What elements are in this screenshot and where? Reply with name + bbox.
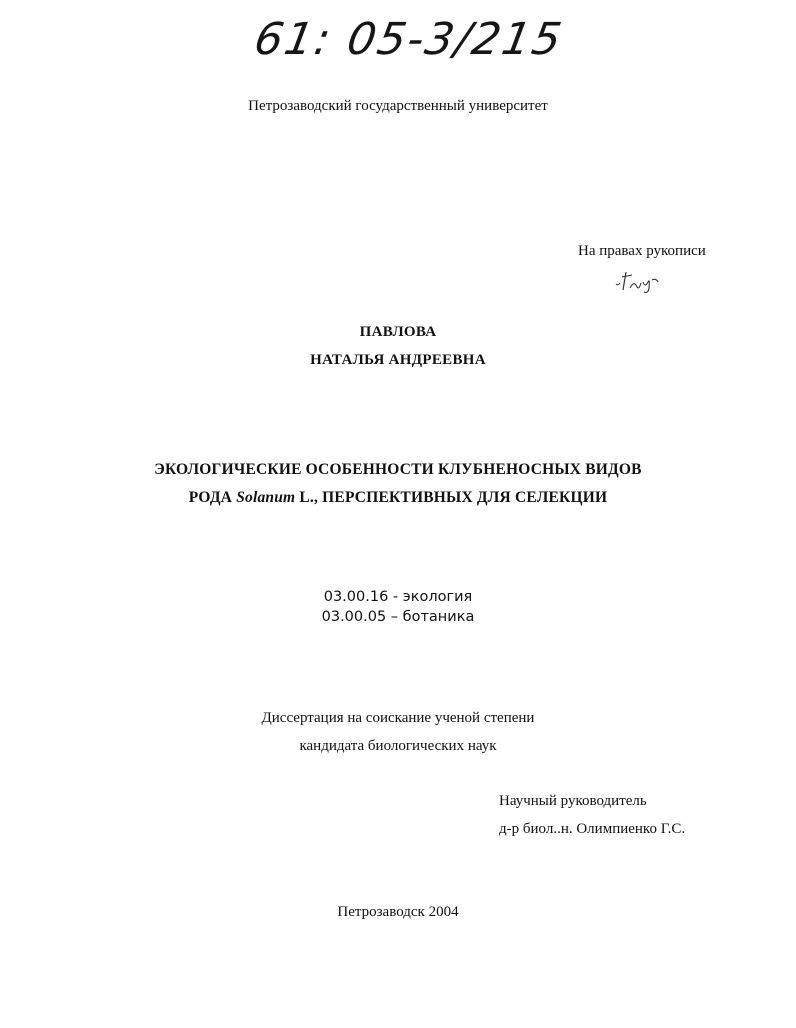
author-surname: ПАВЛОВА xyxy=(359,324,437,340)
signature xyxy=(614,268,664,299)
title-line-2-suffix: L., ПЕРСПЕКТИВНЫХ ДЛЯ СЕЛЕКЦИИ xyxy=(295,489,608,506)
title-genus: Solanum xyxy=(236,489,296,506)
signature-scribble-icon xyxy=(614,268,664,294)
handwritten-catalog-code xyxy=(251,14,567,65)
city-year: Петрозаводск 2004 xyxy=(337,904,459,920)
supervisor-name: д-р биол..н. Олимпиенко Г.С. xyxy=(499,821,686,837)
rights-note: На правах рукописи xyxy=(578,243,706,259)
title-line-2-prefix: РОДА xyxy=(188,489,237,506)
specialty-ecology: 03.00.16 - экология xyxy=(323,589,473,605)
dissertation-degree-line-1: Диссертация на соискание ученой степени xyxy=(261,710,535,726)
dissertation-title-line-1: ЭКОЛОГИЧЕСКИЕ ОСОБЕННОСТИ КЛУБНЕНОСНЫХ ВИДОВ xyxy=(154,461,642,478)
dissertation-degree-line-2: кандидата биологических наук xyxy=(299,738,497,754)
handwritten-code-text: 61: 05-3/215 xyxy=(250,14,567,65)
author-first-names: НАТАЛЬЯ АНДРЕЕВНА xyxy=(310,352,486,368)
university-name: Петрозаводский государственный университет xyxy=(248,98,548,114)
supervisor-label: Научный руководитель xyxy=(499,793,647,809)
specialty-botany: 03.00.05 – ботаника xyxy=(321,609,475,625)
dissertation-title-line-2 xyxy=(0,489,796,507)
